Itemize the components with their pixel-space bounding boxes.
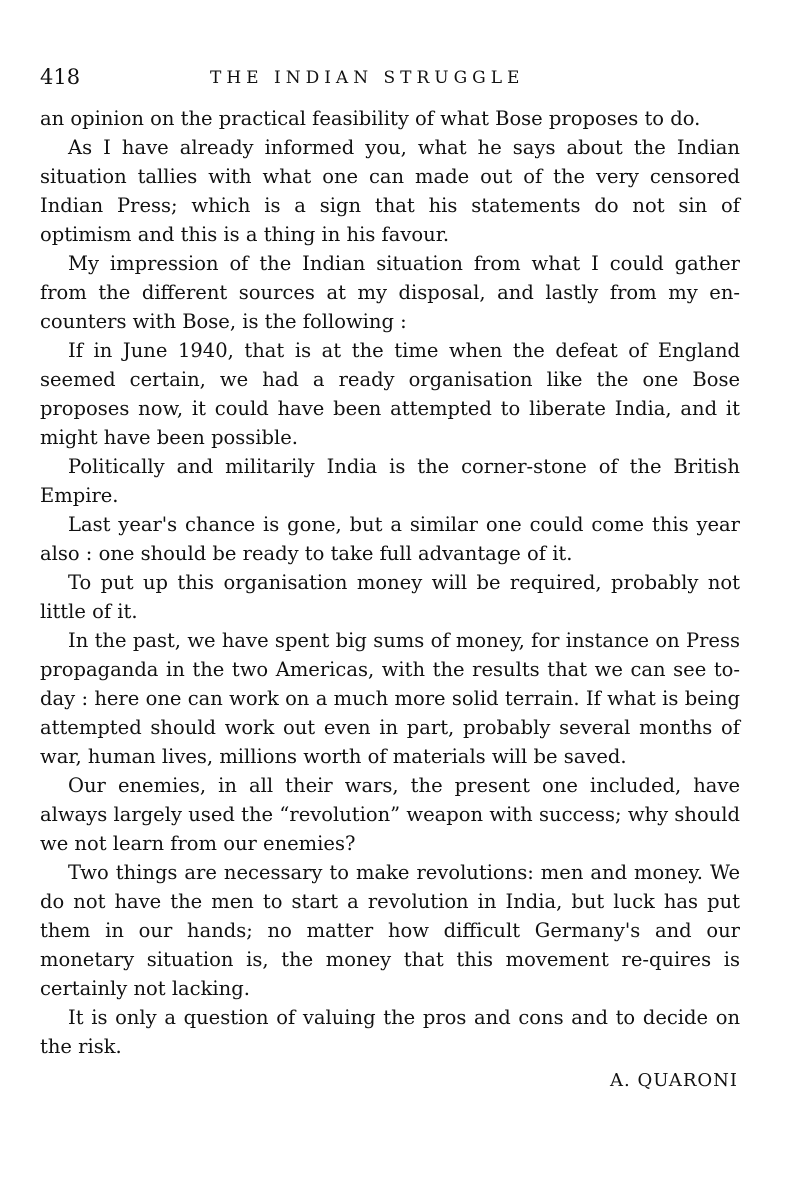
paragraph: Politically and militarily India is the corner-stone of the British Empire. [40, 455, 740, 507]
page-number: 418 [40, 65, 81, 89]
paragraph: If in June 1940, that is at the time when the defeat of England seemed certain, we had a ready organisation like the one Bose proposes now, it could have been attempted to liberate India, and it might have been possible. [40, 339, 740, 449]
paragraph: As I have already informed you, what he says about the Indian situation tallies with what one can made out of the very censored Indian Press; which is a sign that his statements do not sin of optimism and this is a thing in his favour. [40, 136, 740, 246]
book-title: THE INDIAN STRUGGLE [210, 68, 525, 88]
paragraph: Our enemies, in all their wars, the present one included, have always largely used the “revolution” weapon with success; why should we not learn from our enemies? [40, 774, 740, 855]
signature: A. QUARONI [610, 1070, 738, 1091]
paragraph: It is only a question of valuing the pros and cons and to decide on the risk. [40, 1006, 740, 1058]
document-page [40, 62, 740, 1095]
body-text [40, 104, 740, 1061]
running-head [40, 62, 740, 96]
paragraph: Two things are necessary to make revolutions: men and money. We do not have the men to start a revolution in India, but luck has put them in our hands; no matter how difficult Germany's and our monetary situation is, the money that this movement re-quires is certainly not lacking. [40, 861, 740, 1000]
paragraph: Last year's chance is gone, but a similar one could come this year also : one should be ready to take full advantage of it. [40, 513, 740, 565]
paragraph: To put up this organisation money will be required, probably not little of it. [40, 571, 740, 623]
paragraph-continued: an opinion on the practical feasibility of what Bose proposes to do. [40, 107, 701, 130]
paragraph: My impression of the Indian situation from what I could gather from the different sources at my disposal, and lastly from my en-counters with Bose, is the following : [40, 252, 740, 333]
paragraph: In the past, we have spent big sums of money, for instance on Press propaganda in the two Americas, with the results that we can see to-day : here one can work on a much more solid terrain. If what is being attempted should work out even in part, probably several months of war, human lives, millions worth of materials will be saved. [40, 629, 740, 768]
